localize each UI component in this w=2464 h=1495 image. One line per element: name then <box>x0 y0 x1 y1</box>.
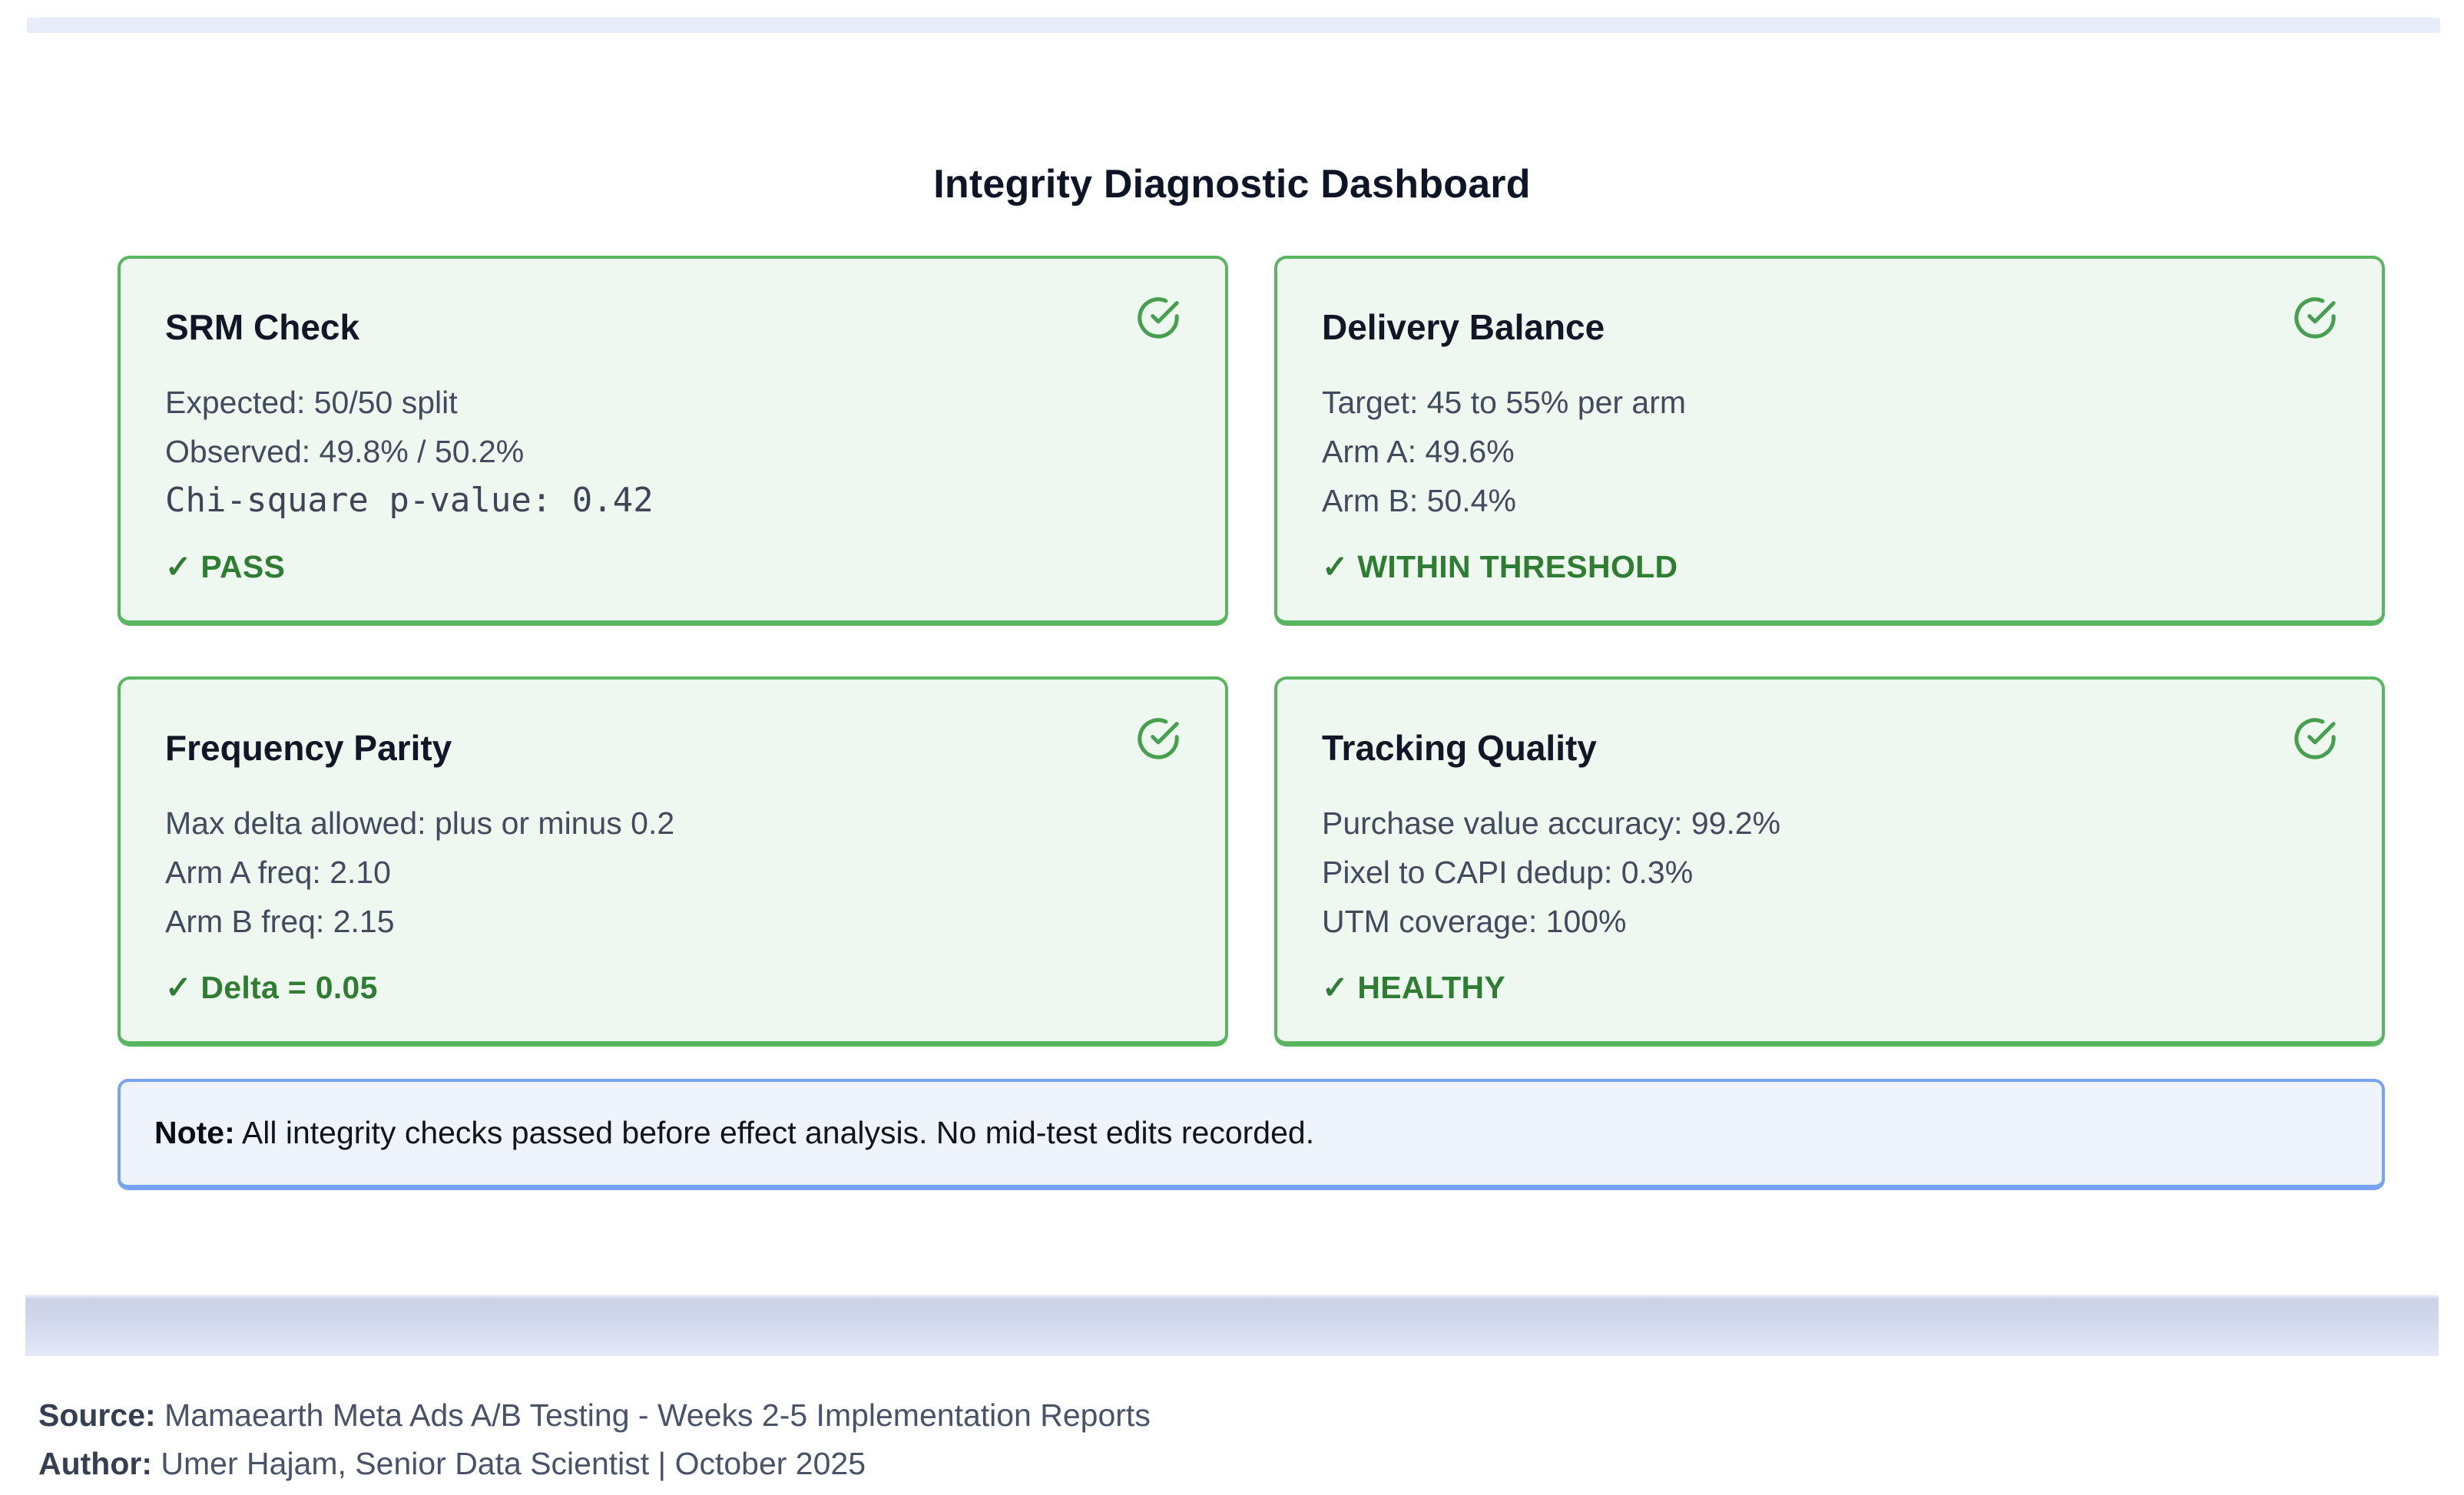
metric-line: Arm B freq: 2.15 <box>165 904 395 940</box>
metric-line: Target: 45 to 55% per arm <box>1322 385 1687 421</box>
metric-line: Arm A freq: 2.10 <box>165 855 391 891</box>
check-circle-icon <box>2293 296 2337 344</box>
status-card-grid <box>118 256 2385 1047</box>
card-title: Delivery Balance <box>1322 307 1605 347</box>
metric-line: Expected: 50/50 split <box>165 385 458 421</box>
card-title: SRM Check <box>165 307 360 347</box>
main-content <box>118 256 2385 1190</box>
status-card-frequency-parity <box>118 676 1228 1047</box>
note-label: Note: <box>154 1115 235 1151</box>
card-title: Frequency Parity <box>165 728 452 769</box>
metric-line-mono: Chi-square p-value: 0.42 <box>165 481 654 521</box>
metric-line: UTM coverage: 100% <box>1322 904 1627 940</box>
status-card-delivery-balance <box>1274 256 2385 626</box>
note-text: All integrity checks passed before effect analysis. No mid-test edits recorded. <box>241 1115 1315 1151</box>
top-accent-bar <box>27 18 2440 33</box>
status-badge: ✓ Delta = 0.05 <box>165 970 378 1006</box>
source-line <box>38 1391 1151 1440</box>
page-title: Integrity Diagnostic Dashboard <box>933 162 1531 207</box>
metric-line: Max delta allowed: plus or minus 0.2 <box>165 805 675 842</box>
card-metrics <box>165 799 1181 946</box>
card-header <box>1322 715 2337 769</box>
metric-line: Purchase value accuracy: 99.2% <box>1322 805 1781 842</box>
card-metrics <box>1322 799 2337 946</box>
source-text: Mamaearth Meta Ads A/B Testing - Weeks 2-5 Implementation Reports <box>164 1397 1151 1433</box>
footer-gradient-band <box>25 1295 2439 1356</box>
attribution-footer <box>38 1391 1151 1488</box>
metric-line: Arm A: 49.6% <box>1322 434 1515 470</box>
card-header <box>1322 294 2337 349</box>
status-badge: ✓ PASS <box>165 549 286 585</box>
status-card-tracking-quality <box>1274 676 2385 1047</box>
status-badge: ✓ HEALTHY <box>1322 970 1506 1006</box>
card-title: Tracking Quality <box>1322 728 1597 769</box>
author-text: Umer Hajam, Senior Data Scientist | October 2025 <box>161 1446 866 1481</box>
check-circle-icon <box>1136 296 1181 344</box>
check-circle-icon <box>2293 716 2337 765</box>
status-badge: ✓ WITHIN THRESHOLD <box>1322 549 1678 585</box>
metric-line: Observed: 49.8% / 50.2% <box>165 434 525 470</box>
metric-line: Arm B: 50.4% <box>1322 483 1516 519</box>
author-label: Author: <box>38 1446 153 1481</box>
check-circle-icon <box>1136 716 1181 765</box>
card-header <box>165 715 1181 769</box>
status-card-srm-check <box>118 256 1228 626</box>
note-banner <box>118 1079 2385 1189</box>
card-header <box>165 294 1181 349</box>
metric-line: Pixel to CAPI dedup: 0.3% <box>1322 855 1694 891</box>
source-label: Source: <box>38 1397 156 1433</box>
card-metrics <box>1322 378 2337 525</box>
card-metrics <box>165 378 1181 525</box>
author-line <box>38 1440 1151 1488</box>
